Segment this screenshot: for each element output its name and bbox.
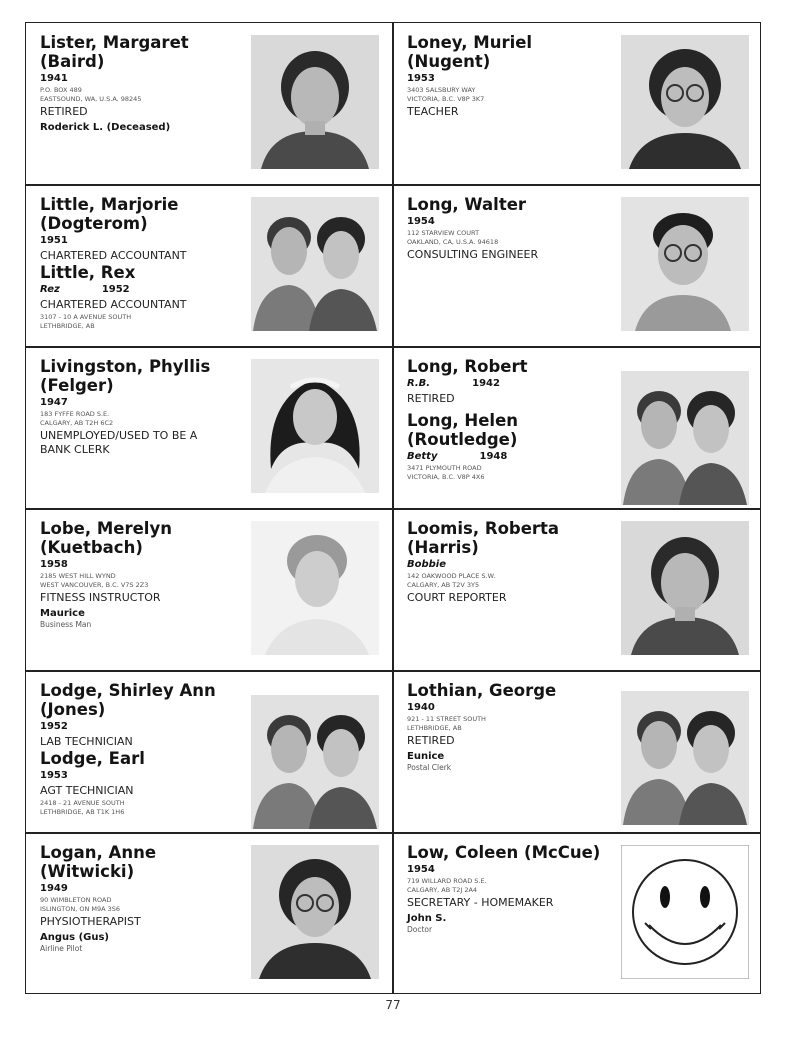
- entry-address-line2: VICTORIA, B.C. V8P 3K7: [407, 95, 485, 103]
- entry-maiden-name: (Jones): [40, 700, 106, 719]
- entry-address-line2: LETHBRIDGE, AB: [40, 322, 95, 330]
- entry-year: 1951: [40, 235, 68, 246]
- entry-second-nickname: Betty: [407, 451, 438, 462]
- woman-long-hair-portrait-icon: [251, 359, 379, 493]
- entry-address-line1: 142 OAKWOOD PLACE S.W.: [407, 572, 496, 580]
- entry-address-line2: CALGARY, AB T2H 6C2: [40, 419, 114, 427]
- entry-occupation: RETIRED: [407, 734, 455, 747]
- entry-maiden-name: (Dogterom): [40, 214, 148, 233]
- entry-nickname: R.B.: [407, 378, 431, 389]
- entry-name: Loomis, Roberta: [407, 519, 560, 538]
- entry-loney-muriel: [393, 23, 759, 185]
- entry-address-line1: 183 FYFFE ROAD S.E.: [40, 410, 110, 418]
- entry-address-line1: 2185 WEST HILL WYND: [40, 572, 116, 580]
- couple-portrait-icon: [621, 691, 749, 825]
- entry-second-year: 1953: [40, 770, 68, 781]
- entry-loomis-roberta: [393, 509, 759, 671]
- entry-address-line2: CALGARY, AB T2V 3Y5: [407, 581, 480, 589]
- entry-logan-anne: [26, 833, 392, 995]
- woman-with-glasses-portrait-icon: [621, 35, 749, 169]
- entry-address-line2: LETHBRIDGE, AB: [407, 724, 462, 732]
- entry-address-line2: CALGARY, AB T2J 2A4: [407, 886, 478, 894]
- entry-year: 1940: [407, 702, 435, 713]
- entry-occupation: UNEMPLOYED/USED TO BE A BANK CLERK: [40, 429, 198, 456]
- entry-long-robert-helen: [393, 347, 759, 509]
- entry-address-line1: P.O. BOX 489: [40, 86, 82, 94]
- entry-year: 1958: [40, 559, 68, 570]
- entry-year: 1949: [40, 883, 68, 894]
- entry-year: 1952: [40, 721, 68, 732]
- entry-occupation: RETIRED: [40, 105, 88, 118]
- woman-portrait-icon: [251, 35, 379, 169]
- entry-address-line2: WEST VANCOUVER, B.C. V7S 2Z3: [40, 581, 149, 589]
- entry-spouse-occupation: Doctor: [407, 925, 433, 934]
- entry-second-year: 1948: [479, 451, 508, 462]
- entry-occupation: SECRETARY - HOMEMAKER: [407, 896, 554, 909]
- entry-spouse: Eunice: [407, 751, 445, 762]
- entry-second-nickname: Rez: [40, 284, 60, 295]
- entry-name: Lothian, George: [407, 681, 557, 700]
- entry-nickname-year: [407, 378, 617, 390]
- entry-maiden-name: (Kuetbach): [40, 538, 143, 557]
- entry-address-line2: VICTORIA, B.C. V8P 4X6: [407, 473, 485, 481]
- entry-spouse-occupation: Business Man: [40, 620, 92, 629]
- entry-spouse: Angus (Gus): [40, 932, 109, 943]
- entry-address-line2: LETHBRIDGE, AB T1K 1H6: [40, 808, 125, 816]
- entry-lister-margaret: [26, 23, 392, 185]
- entry-occupation: RETIRED: [407, 392, 455, 405]
- entry-maiden-name: (Baird): [40, 52, 105, 71]
- entry-year: 1942: [472, 378, 500, 389]
- entry-year: 1954: [407, 864, 435, 875]
- entry-address-line2: ISLINGTON, ON M9A 3S6: [40, 905, 121, 913]
- page-number: 77: [385, 998, 401, 1012]
- entry-address-line2: OAKLAND, CA, U.S.A. 94618: [407, 238, 499, 246]
- entry-year: 1953: [407, 73, 435, 84]
- entry-lothian-george: [393, 671, 759, 833]
- entry-occupation: CHARTERED ACCOUNTANT: [40, 249, 187, 262]
- entry-name: Lister, Margaret: [40, 33, 189, 52]
- entry-second-occupation: CHARTERED ACCOUNTANT: [40, 298, 187, 311]
- entry-address-line1: 3107 - 10 A AVENUE SOUTH: [40, 313, 132, 321]
- entry-name: Low, Coleen (McCue): [407, 843, 601, 862]
- entry-spouse-occupation: Postal Clerk: [407, 763, 452, 772]
- woman-portrait-icon: [621, 521, 749, 655]
- entry-spouse: John S.: [407, 913, 447, 924]
- entry-maiden-name: (Witwicki): [40, 862, 135, 881]
- smiley-face-icon: [621, 845, 749, 979]
- entry-address-line2: EASTSOUND, WA, U.S.A. 98245: [40, 95, 142, 103]
- entry-second-occupation: AGT TECHNICIAN: [40, 784, 134, 797]
- entry-name: Lodge, Shirley Ann: [40, 681, 216, 700]
- man-with-glasses-portrait-icon: [621, 197, 749, 331]
- entry-maiden-name: (Harris): [407, 538, 479, 557]
- entry-occupation: PHYSIOTHERAPIST: [40, 915, 141, 928]
- entry-second-name: Little, Rex: [40, 263, 136, 282]
- entry-second-name: Long, Helen: [407, 411, 519, 430]
- entry-name: Little, Marjorie: [40, 195, 179, 214]
- entry-little-marjorie-rex: [26, 185, 392, 347]
- entry-low-coleen: [393, 833, 759, 995]
- woman-with-glasses-portrait-icon: [251, 845, 379, 979]
- entry-address-line1: 921 - 11 STREET SOUTH: [407, 715, 486, 723]
- entry-address-line1: 719 WILLARD ROAD S.E.: [407, 877, 487, 885]
- entry-second-nickname-year: [407, 451, 617, 463]
- woman-short-hair-portrait-icon: [251, 521, 379, 655]
- entry-occupation: FITNESS INSTRUCTOR: [40, 591, 161, 604]
- entry-maiden-name: (Felger): [40, 376, 114, 395]
- entry-year: 1941: [40, 73, 68, 84]
- entry-second-nickname-year: [40, 284, 250, 296]
- entry-lobe-merelyn: [26, 509, 392, 671]
- entry-occupation: TEACHER: [407, 105, 459, 118]
- entry-address-line1: 2418 - 21 AVENUE SOUTH: [40, 799, 125, 807]
- entry-nickname: Bobbie: [407, 559, 447, 570]
- directory-grid: [25, 22, 761, 994]
- entry-occupation: COURT REPORTER: [407, 591, 507, 604]
- entry-livingston-phyllis: [26, 347, 392, 509]
- entry-second-year: 1952: [101, 284, 130, 295]
- entry-name: Loney, Muriel: [407, 33, 533, 52]
- entry-spouse: Roderick L. (Deceased): [40, 122, 171, 133]
- entry-year: 1954: [407, 216, 435, 227]
- entry-address-line1: 3403 SALSBURY WAY: [407, 86, 476, 94]
- entry-occupation: CONSULTING ENGINEER: [407, 248, 539, 261]
- entry-name: Lobe, Merelyn: [40, 519, 172, 538]
- entry-address-line1: 112 STARVIEW COURT: [407, 229, 480, 237]
- couple-portrait-icon: [251, 695, 379, 829]
- entry-name: Long, Robert: [407, 357, 528, 376]
- entry-lodge-shirley-earl: [26, 671, 392, 833]
- entry-address-line1: 3471 PLYMOUTH ROAD: [407, 464, 482, 472]
- entry-maiden-name: (Nugent): [407, 52, 491, 71]
- entry-name: Long, Walter: [407, 195, 527, 214]
- entry-second-maiden-name: (Routledge): [407, 430, 518, 449]
- couple-portrait-icon: [621, 371, 749, 505]
- entry-name: Livingston, Phyllis: [40, 357, 211, 376]
- entry-address-line1: 90 WIMBLETON ROAD: [40, 896, 112, 904]
- entry-spouse-occupation: Airline Pilot: [40, 944, 83, 953]
- entry-long-walter: [393, 185, 759, 347]
- entry-occupation: LAB TECHNICIAN: [40, 735, 133, 748]
- entry-name: Logan, Anne: [40, 843, 157, 862]
- entry-year: 1947: [40, 397, 68, 408]
- entry-second-name: Lodge, Earl: [40, 749, 145, 768]
- couple-portrait-icon: [251, 197, 379, 331]
- entry-spouse: Maurice: [40, 608, 85, 619]
